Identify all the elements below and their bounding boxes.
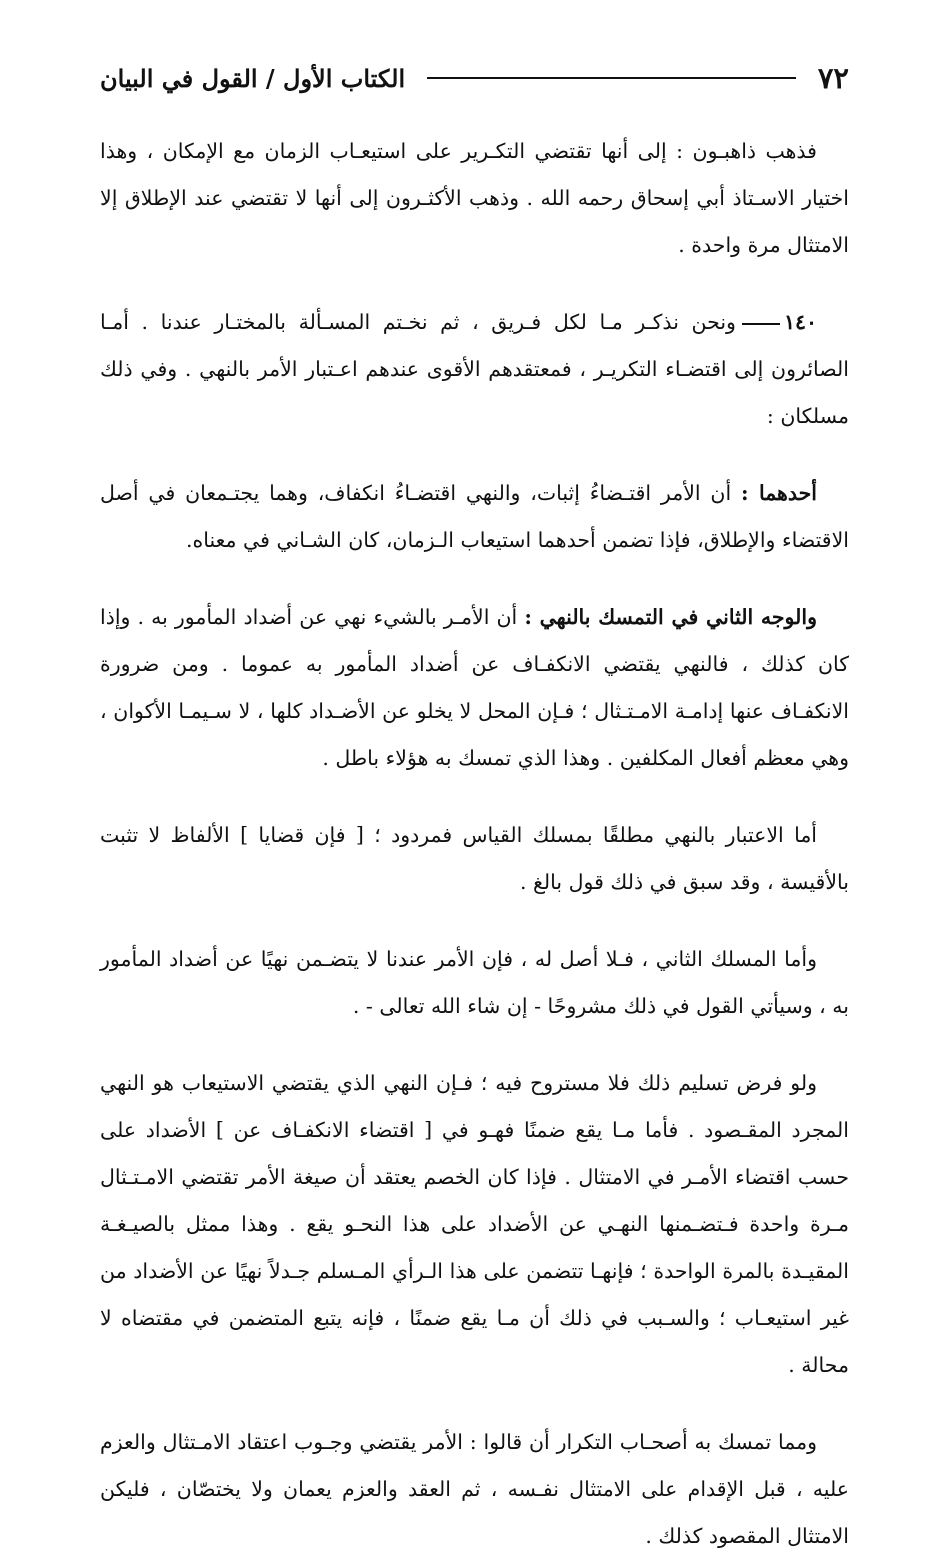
running-title: الكتاب الأول / القول في البيان bbox=[100, 63, 406, 93]
paragraph-text: ولو فرض تسليم ذلك فلا مستروح فيه ؛ فـإن النهي الذي يقتضي الاستيعاب هو النهي المجرد المقـصود . فأما مـا يقع ضمنًا فهـو في [ اقتضاء الانكفـاف عن ] الأضداد على حسب اقتضاء الأمـر في الامتثال . فإذا كان الخصم يعتقد أن صيغة الأمر تقتضي الامـتـثال مـرة واحدة فـتضـمنها النهـي عن الأضداد على هذا النحـو يقع . وهذا ممثل بالصيـغـة المقيـدة بالمرة الواحدة ؛ فإنهـا تتضمن على هذا الـرأي المـسلم جـدلاً نهيًا عن الأضداد من غير استيعـاب ؛ والسـبب في ذلك أن مـا يقع ضمنًا ، فإنه يتبع المتضمن في مقتضاه لا محالة . bbox=[100, 1071, 849, 1377]
paragraph bbox=[100, 594, 849, 782]
paragraph bbox=[100, 128, 849, 269]
page-body bbox=[100, 128, 849, 1560]
paragraph bbox=[100, 470, 849, 564]
paragraph-text: ومما تمسك به أصحـاب التكرار أن قالوا : الأمر يقتضي وجـوب اعتقاد الامـتثال والعزم عليه ، قبل الإقدام على الامتثال نفـسه ، ثم العقد والعزم يعمان ولا يختصّان ، فليكن الامتثال المقصود كذلك . bbox=[100, 1430, 849, 1548]
paragraph-dash bbox=[742, 323, 780, 325]
paragraph bbox=[100, 1060, 849, 1389]
paragraph bbox=[100, 1419, 849, 1560]
paragraph-lead: والوجه الثاني في التمسك بالنهي : bbox=[524, 605, 817, 629]
paragraph-text: أما الاعتبار بالنهي مطلقًا بمسلك القياس فمردود ؛ [ فإن قضايا ] الألفاظ لا تثبت بالأقيسة ، وقد سبق في ذلك قول بالغ . bbox=[100, 823, 849, 894]
page-number: ٧٢ bbox=[817, 61, 849, 95]
paragraph-text: فذهب ذاهبـون : إلى أنها تقتضي التكـرير على استيعـاب الزمان مع الإمكان ، وهذا اختيار الاسـتاذ أبي إسحاق رحمه الله . وذهب الأكثـرون إلى أنها لا تقتضي عند الإطلاق إلا الامتثال مرة واحدة . bbox=[100, 139, 849, 257]
paragraph-number: ١٤٠ bbox=[783, 310, 817, 334]
paragraph-text: ونحن نذكـر مـا لكل فـريق ، ثم نخـتم المسـألة بالمختـار عندنا . أمـا الصائرون إلى اقتضـاء التكريـر ، فمعتقدهم الأقوى عندهم اعـتبار الأمر بالنهي . وفي ذلك مسلكان : bbox=[100, 310, 849, 428]
paragraph-text: وأما المسلك الثاني ، فـلا أصل له ، فإن الأمر عندنا لا يتضـمن نهيًا عن أضداد المأمور به ، وسيأتي القول في ذلك مشروحًا - إن شاء الله تعالى - . bbox=[100, 947, 849, 1018]
paragraph-text: أن الأمـر بالشيء نهي عن أضداد المأمور به . وإذا كان كذلك ، فالنهي يقتضي الانكفـاف عن أضداد المأمور به عموما . ومن ضرورة الانكفـاف عنها إدامـة الامـتـثال ؛ فـإن المحل لا يخلو عن الأضـداد كلها ، لا سـيمـا الأكوان ، وهي معظم أفعال المكلفين . وهذا الذي تمسك به هؤلاء باطل . bbox=[100, 605, 849, 770]
header-rule bbox=[427, 77, 796, 79]
page-header bbox=[100, 56, 849, 100]
paragraph-text: أن الأمر اقتـضاءُ إثبات، والنهي اقتضـاءُ انكفاف، وهما يجتـمعان في أصل الاقتضاء والإطلاق، فإذا تضمن أحدهما استيعاب الـزمان، كان الشـاني في معناه. bbox=[100, 481, 849, 552]
paragraph bbox=[100, 936, 849, 1030]
paragraph-lead: أحدهما : bbox=[740, 481, 817, 505]
paragraph bbox=[100, 812, 849, 906]
numbered-paragraph bbox=[100, 299, 849, 440]
